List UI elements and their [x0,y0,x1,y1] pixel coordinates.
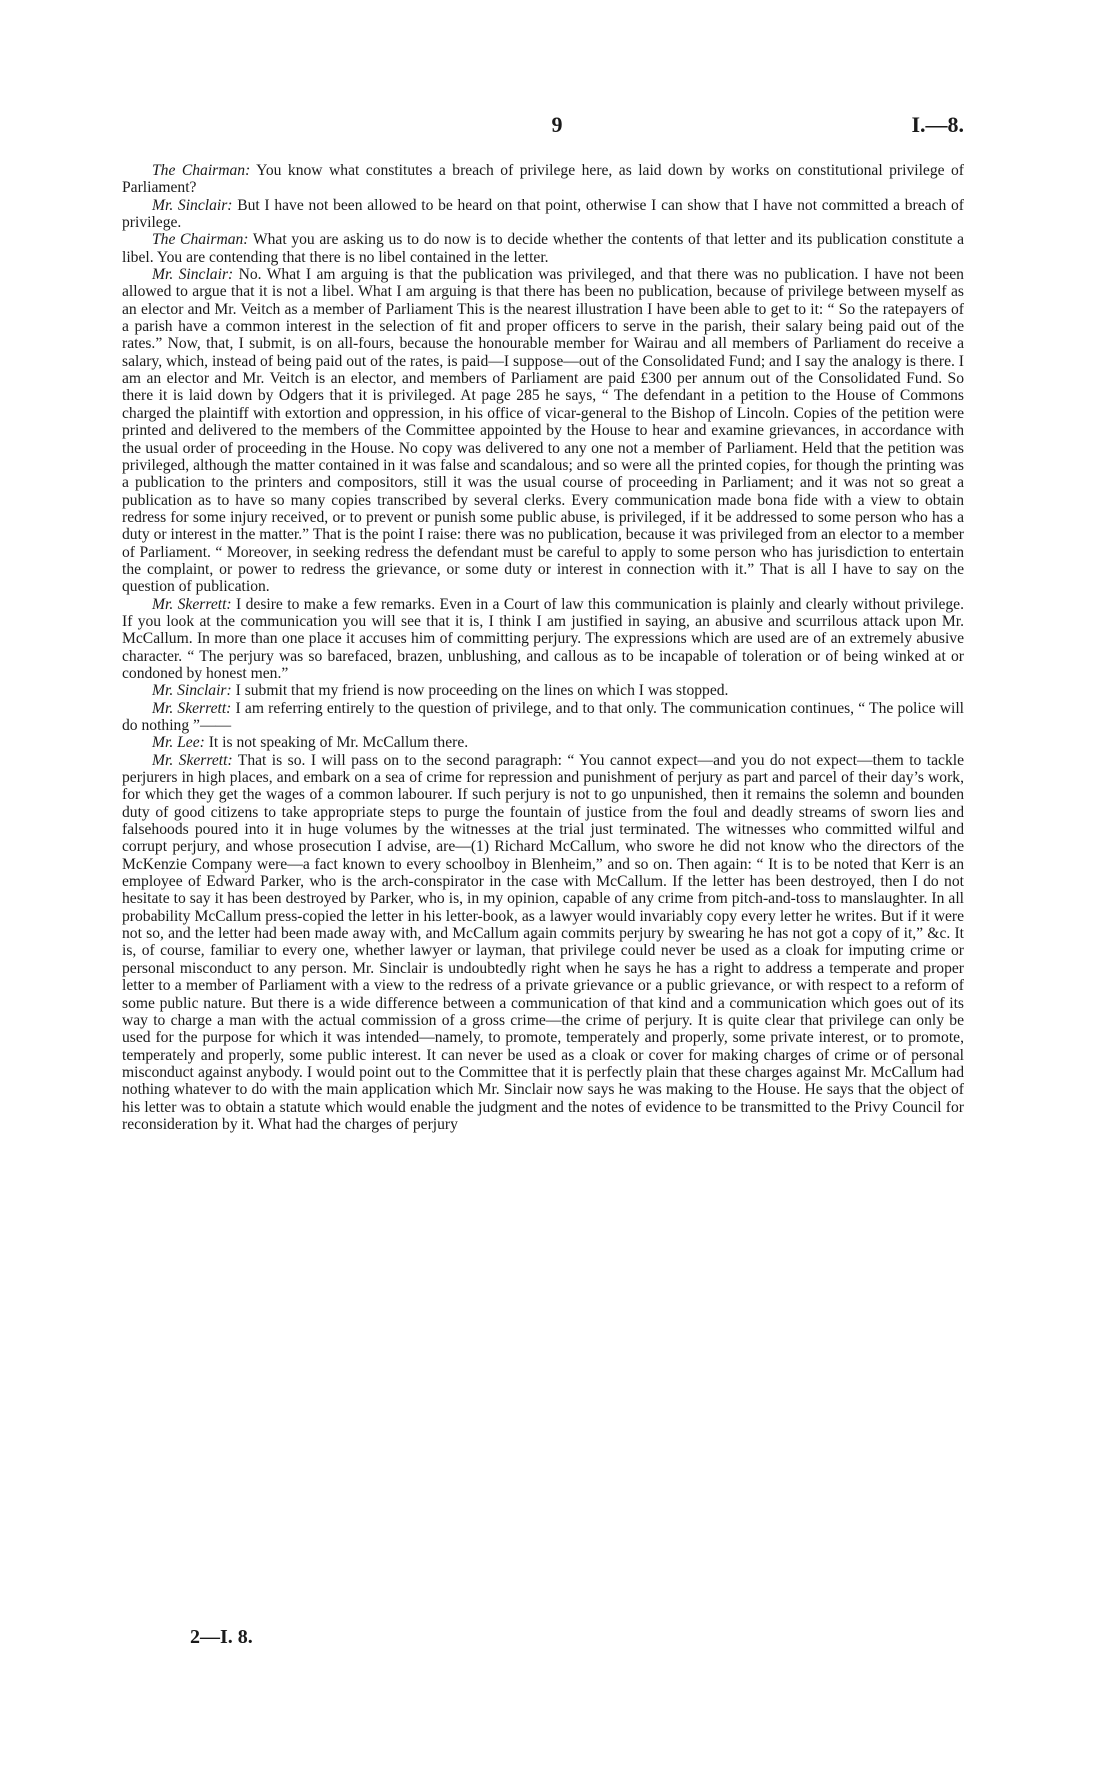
signature-mark: 2—I. 8. [190,1626,253,1648]
page-number: 9 [551,112,563,137]
paragraph [122,197,964,232]
body-text [122,162,964,1133]
speaker-name: Mr. Sinclair: [152,196,233,214]
speaker-name: Mr. Skerrett: [152,595,232,613]
page-header [0,112,1114,140]
paragraph-text: But I have not been allowed to be heard on that point, otherwise I can show that I have not committed a breach of privilege. [122,196,964,232]
paragraph [122,700,964,735]
paragraph-text: It is not speaking of Mr. McCallum there. [204,734,469,752]
paragraph-text: You know what constitutes a breach of privilege here, as laid down by works on constitutional privilege of Parliament? [122,162,964,197]
paragraph-text: I desire to make a few remarks. Even in a Court of law this communication is plainly and clearly without privilege. If you look at the communication you will see that it is, I think I am justified in saying, an abusive and scurrilous attack upon Mr. McCallum. In more than one place it accuses him of committing perjury. The expressions which are used are of an extremely abusive character. “ The perjury was so barefaced, brazen, unblushing, and callous as to be incapable of toleration or of being winked at or condoned by honest men.” [122,595,964,682]
speaker-name: Mr. Skerrett: [152,751,233,769]
paragraph [122,231,964,266]
paragraph [122,596,964,683]
paragraph [122,752,964,1134]
paragraph-text: I am referring entirely to the question of privilege, and to that only. The communication continues, “ The police will do nothing ”—— [122,699,964,734]
paragraph-text: What you are asking us to do now is to decide whether the contents of that letter and its publication constitute a libel. You are contending that there is no libel contained in the letter. [122,231,964,266]
paper-reference: I.—8. [911,112,964,137]
paragraph-text: I submit that my friend is now proceeding on the lines on which I was stopped. [231,682,729,700]
paragraph-text: No. What I am arguing is that the publication was privileged, and that there was no publication. I have not been allowed to argue that it is not a libel. What I am arguing is that there has been no publication, because of privilege between myself as an elector and Mr. Veitch as a member of Parliament This is the nearest illustration I have been able to get to it: “ So the ratepayers of a parish have a common interest in the selection of fit and proper officers to serve in the parish, their salary being paid out of the rates.” Now, that, I submit, is on all-fours, because the honourable member for Wairau and all members of Parliament do receive a salary, which, instead of being paid out of the rates, is paid—I suppose—out of the Consolidated Fund; and I say the analogy is there. I am an elector and Mr. Veitch is an elector, and members of Parliament are paid £300 per annum out of the Consolidated Fund. So there it is laid down by Odgers that it is privileged. At page 285 he says, “ The defendant in a petition to the House of Commons charged the plaintiff with extortion and oppression, in his office of vicar-general to the Bishop of Lincoln. Copies of the petition were printed and delivered to the members of the Committee appointed by the House to hear and examine grievances, in accordance with the usual order of proceeding in the House. No copy was delivered to any one not a member of Parliament. Held that the petition was privileged, although the matter contained in it was false and scandalous; and so were all the printed copies, for though the printing was a publication to the printers and compositors, still it was the usual course of proceeding in Parliament; and it was not so great a publication as to have so many copies transcribed by several clerks. Every communication made bona fide with a view to obtain redress for some injury received, or to prevent or punish some public abuse, is privileged, if it be addressed to some person who has a duty or interest in the matter.” That is the point I raise: there was no publication, because it was privileged from an elector to a member of Parliament. “ Moreover, in seeking redress the defendant must be careful to apply to some person who has jurisdiction to entertain the complaint, or power to redress the grievance, or some duty or interest in connection with it.” That is all I have to say on the question of publication. [122,266,964,596]
paragraph [122,266,964,596]
paragraph [122,734,964,751]
speaker-name: The Chairman: [152,162,251,179]
paragraph [122,162,964,197]
speaker-name: Mr. Lee: [152,734,205,752]
speaker-name: The Chairman: [152,231,249,249]
paragraph [122,682,964,699]
paragraph-text: That is so. I will pass on to the second paragraph: “ You cannot expect—and you do not expect—them to tackle perjurers in high places, and embark on a sea of crime for repression and punishment of perjury as part and parcel of their day’s work, for which they get the wages of a common labourer. If such perjury is not to go unpunished, then it remains the solemn and bounden duty of good citizens to take appropriate steps to purge the fountain of justice from the foul and deadly streams of sworn lies and falsehoods poured into it in huge volumes by the witnesses at the trial just terminated. The witnesses who committed wilful and corrupt perjury, and whose prosecution I advise, are—(1) Richard McCallum, who swore he did not know who the directors of the McKenzie Company were—a fact known to every schoolboy in Blenheim,” and so on. Then again: “ It is to be noted that Kerr is an employee of Edward Parker, who is the arch-conspirator in the case with McCallum. If the letter has been destroyed, then I do not hesitate to say it has been destroyed by Parker, who is, in my opinion, capable of any crime from pitch-and-toss to manslaughter. In all probability McCallum press-copied the letter in his letter-book, as a lawyer would invariably copy every letter he writes. But if it were not so, and the letter had been made away with, and McCallum again commits perjury by swearing he has not got a copy of it,” &c. It is, of course, familiar to every one, whether lawyer or layman, that privilege could never be used as a cloak for imputing crime or personal misconduct to any person. Mr. Sinclair is undoubtedly right when he says he has a right to address a temperate and proper letter to a member of Parliament with a view to the redress of a private grievance or a public grievance, or with respect to a reform of some public nature. But there is a wide difference between a communication of that kind and a communication which goes out of its way to charge a man with the actual commission of a gross crime—the crime of perjury. It is quite clear that privilege can only be used for the purpose for which it was intended—namely, to promote, temperately and properly, some private interest, or to promote, temperately and properly, some public interest. It can never be used as a cloak or cover for making charges of crime or of personal misconduct against anybody. I would point out to the Committee that it is perfectly plain that these charges against Mr. McCallum had nothing whatever to do with the main application which Mr. Sinclair now says he was making to the House. He says that the object of his letter was to obtain a statute which would enable the judgment and the notes of evidence to be transmitted to the Privy Council for reconsideration by it. What had the charges of perjury [122,751,964,1133]
speaker-name: Mr. Sinclair: [152,682,232,700]
speaker-name: Mr. Sinclair: [152,266,234,284]
speaker-name: Mr. Skerrett: [152,699,232,717]
